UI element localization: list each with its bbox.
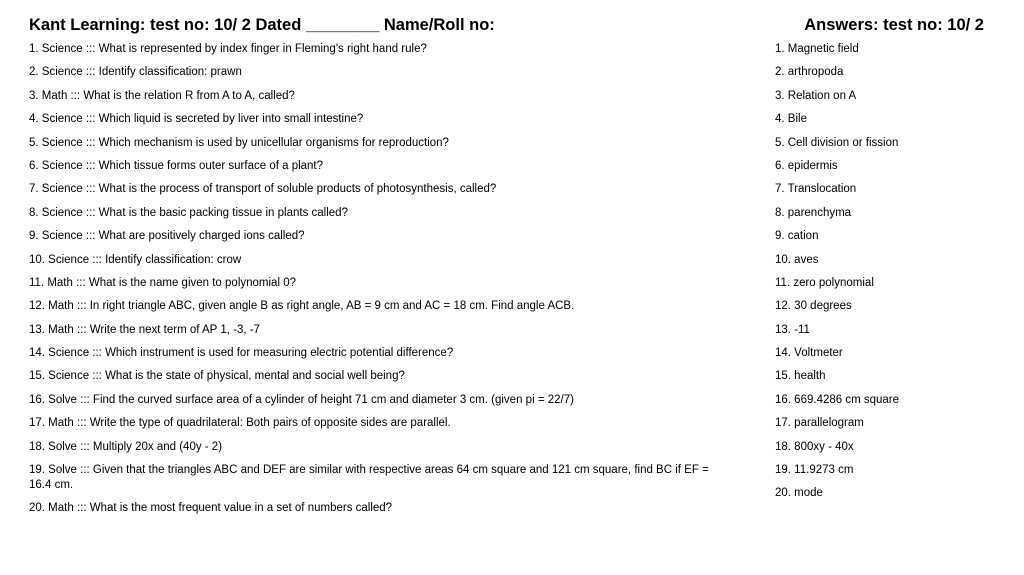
answer-item-1: 1. Magnetic field (775, 43, 859, 55)
question-item-13: 13. Math ::: Write the next term of AP 1, -3, -7 (29, 323, 260, 336)
answer-list (775, 42, 1005, 510)
question-item-8: 8. Science ::: What is the basic packing tissue in plants called? (29, 206, 348, 219)
answer-item-7: 7. Translocation (775, 183, 857, 196)
answer-item-15: 15. health (775, 370, 826, 383)
answer-item-8: 8. parenchyma (775, 206, 852, 219)
question-item-18: 18. Solve ::: Multiply 20x and (40y - 2) (29, 440, 223, 453)
question-item-2: 2. Science ::: Identify classification: prawn (29, 66, 242, 79)
question-item-19: 19. Solve ::: Given that the triangles ABC and DEF are similar with respective areas 64 cm square and 121 cm square, find BC if EF = 16.4 cm. (29, 464, 709, 492)
answer-item-18: 18. 800xy - 40x (775, 440, 854, 453)
question-item-9: 9. Science ::: What are positively charged ions called? (29, 230, 305, 243)
answer-item-5: 5. Cell division or fission (775, 136, 899, 149)
question-item-14: 14. Science ::: Which instrument is used for measuring electric potential difference? (29, 347, 454, 360)
question-item-17: 17. Math ::: Write the type of quadrilateral: Both pairs of opposite sides are parallel. (29, 417, 451, 430)
answer-item-3: 3. Relation on A (775, 89, 857, 102)
question-item-1: 1. Science ::: What is represented by index finger in Fleming's right hand rule? (29, 43, 427, 55)
question-item-3: 3. Math ::: What is the relation R from A to A, called? (29, 89, 295, 102)
answer-item-9: 9. cation (775, 230, 819, 243)
question-item-10: 10. Science ::: Identify classification: crow (29, 253, 242, 266)
answer-item-16: 16. 669.4286 cm square (775, 393, 900, 406)
question-item-5: 5. Science ::: Which mechanism is used by unicellular organisms for reproduction? (29, 136, 449, 149)
question-item-6: 6. Science ::: Which tissue forms outer surface of a plant? (29, 159, 324, 172)
answer-item-6: 6. epidermis (775, 159, 838, 172)
question-item-15: 15. Science ::: What is the state of physical, mental and social well being? (29, 370, 405, 383)
answer-item-19: 19. 11.9273 cm (775, 464, 854, 477)
answer-item-10: 10. aves (775, 253, 819, 266)
answers-title: Answers: test no: 10/ 2 (804, 16, 984, 34)
answer-item-4: 4. Bile (775, 113, 807, 126)
question-item-4: 4. Science ::: Which liquid is secreted by liver into small intestine? (29, 113, 364, 126)
test-title: Kant Learning: test no: 10/ 2 Dated ________ Name/Roll no: (29, 16, 495, 34)
question-item-16: 16. Solve ::: Find the curved surface area of a cylinder of height 71 cm and diameter 3 cm. (given pi = 22/7) (29, 393, 574, 406)
answer-item-14: 14. Voltmeter (775, 347, 843, 360)
answer-item-2: 2. arthropoda (775, 66, 844, 79)
question-list (29, 42, 719, 524)
question-item-20: 20. Math ::: What is the most frequent value in a set of numbers called? (29, 502, 393, 515)
answer-item-11: 11. zero polynomial (775, 276, 874, 289)
answer-item-17: 17. parallelogram (775, 417, 864, 430)
question-item-11: 11. Math ::: What is the name given to polynomial 0? (29, 276, 296, 289)
question-item-12: 12. Math ::: In right triangle ABC, given angle B as right angle, AB = 9 cm and AC = 18 cm. Find angle ACB. (29, 300, 575, 313)
answer-item-20: 20. mode (775, 487, 823, 500)
answer-item-13: 13. -11 (775, 323, 810, 336)
question-item-7: 7. Science ::: What is the process of transport of soluble products of photosynthesis, called? (29, 183, 497, 196)
answer-item-12: 12. 30 degrees (775, 300, 852, 313)
